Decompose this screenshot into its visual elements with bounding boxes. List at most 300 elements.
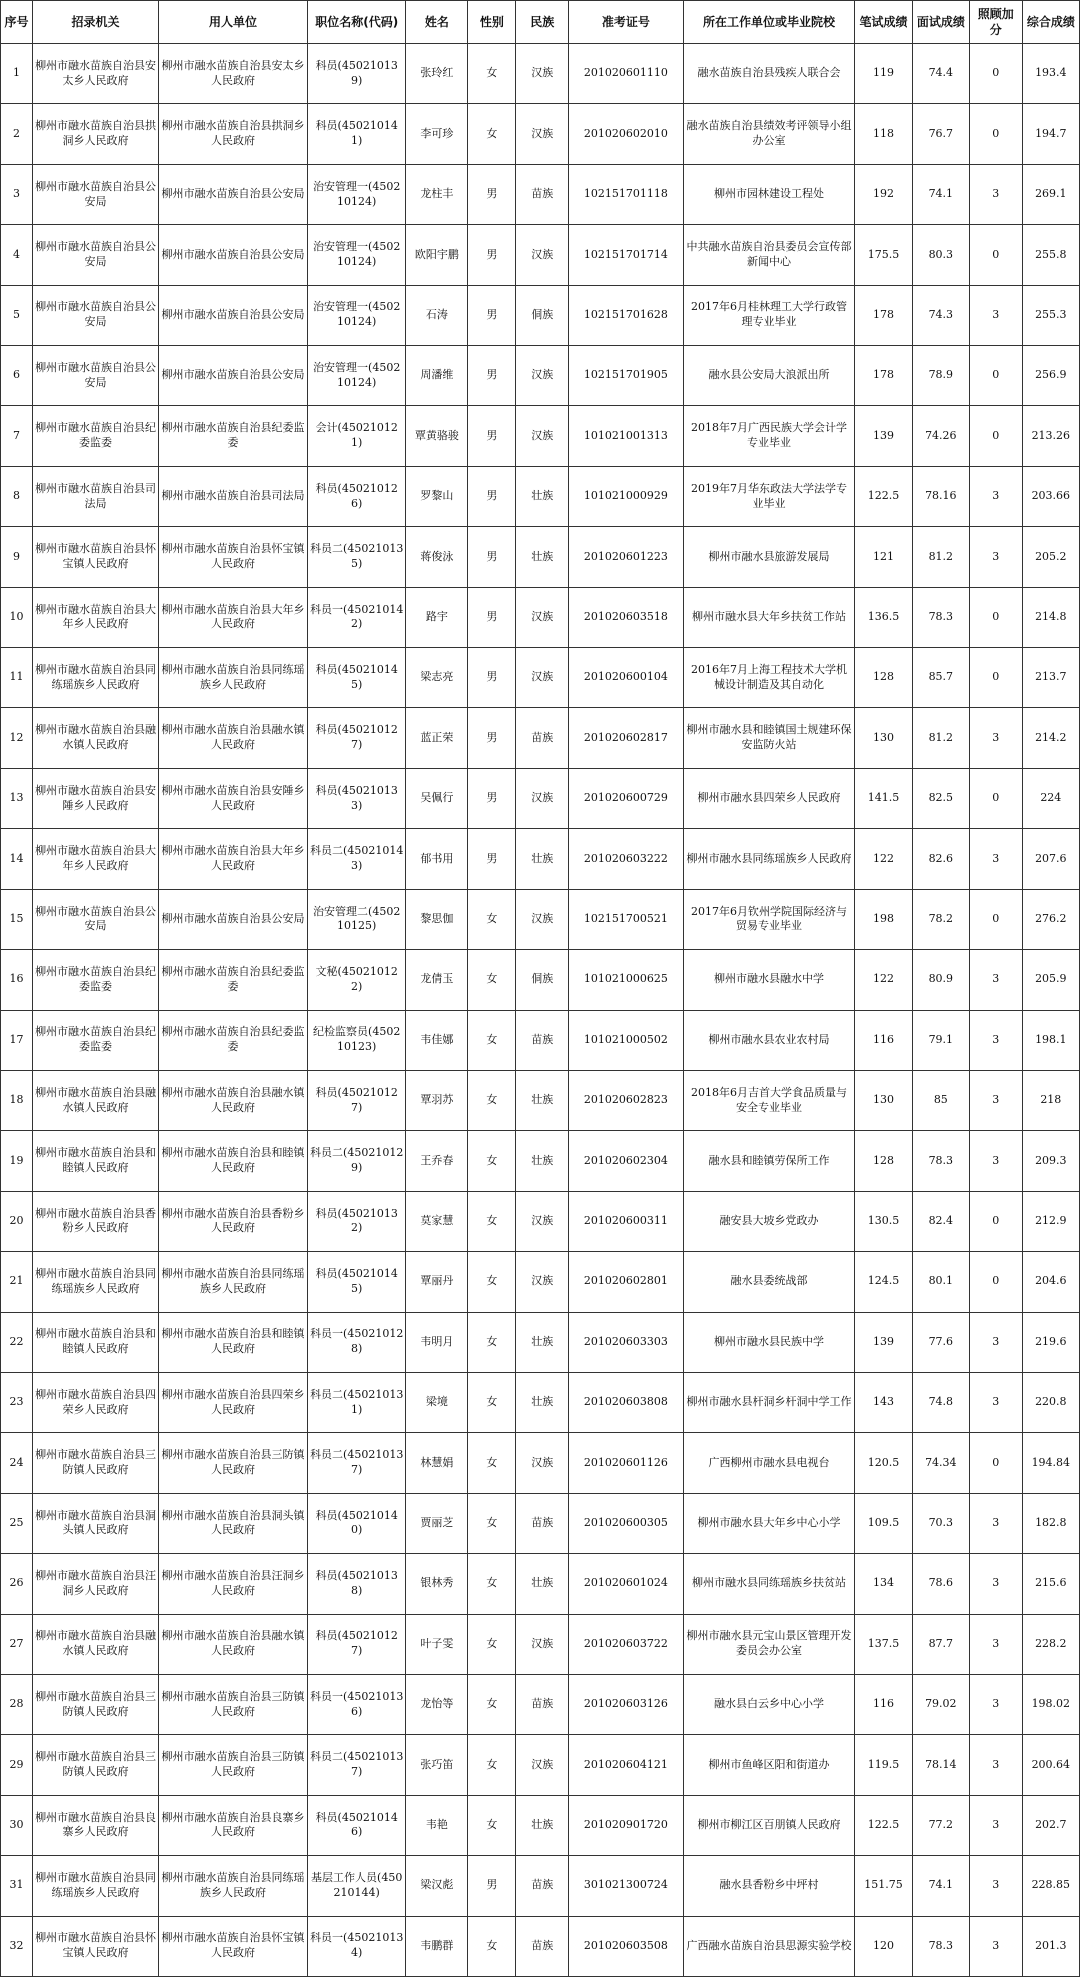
cell-bonus: 3 bbox=[969, 1674, 1022, 1734]
cell-seq: 26 bbox=[1, 1554, 33, 1614]
table-row bbox=[1, 285, 1080, 345]
cell-ethnicity: 壮族 bbox=[516, 829, 569, 889]
cell-recruiting-agency: 柳州市融水苗族自治县融水镇人民政府 bbox=[33, 708, 159, 768]
cell-interview-score: 77.2 bbox=[912, 1795, 969, 1855]
cell-bonus: 3 bbox=[969, 1614, 1022, 1674]
cell-gender: 男 bbox=[468, 406, 516, 466]
header-recruiting-agency: 招录机关 bbox=[33, 1, 159, 44]
table-row bbox=[1, 1433, 1080, 1493]
cell-recruiting-agency: 柳州市融水苗族自治县大年乡人民政府 bbox=[33, 829, 159, 889]
cell-position: 会计(450210121) bbox=[307, 406, 406, 466]
cell-bonus: 0 bbox=[969, 346, 1022, 406]
cell-written-score: 198 bbox=[855, 889, 912, 949]
cell-seq: 8 bbox=[1, 466, 33, 526]
cell-ethnicity: 苗族 bbox=[516, 1493, 569, 1553]
cell-written-score: 137.5 bbox=[855, 1614, 912, 1674]
cell-exam-id: 101021000625 bbox=[569, 950, 684, 1010]
cell-employer: 柳州市融水苗族自治县怀宝镇人民政府 bbox=[159, 527, 308, 587]
cell-gender: 女 bbox=[468, 1614, 516, 1674]
cell-recruiting-agency: 柳州市融水苗族自治县司法局 bbox=[33, 466, 159, 526]
cell-seq: 6 bbox=[1, 346, 33, 406]
table-row bbox=[1, 1735, 1080, 1795]
cell-gender: 女 bbox=[468, 1131, 516, 1191]
cell-bonus: 0 bbox=[969, 44, 1022, 104]
table-row bbox=[1, 1070, 1080, 1130]
header-bonus: 照顾加分 bbox=[969, 1, 1022, 44]
cell-exam-id: 201020602304 bbox=[569, 1131, 684, 1191]
cell-gender: 女 bbox=[468, 1735, 516, 1795]
cell-interview-score: 87.7 bbox=[912, 1614, 969, 1674]
cell-written-score: 122 bbox=[855, 950, 912, 1010]
cell-interview-score: 78.3 bbox=[912, 587, 969, 647]
cell-ethnicity: 汉族 bbox=[516, 44, 569, 104]
cell-employer: 柳州市融水苗族自治县和睦镇人民政府 bbox=[159, 1131, 308, 1191]
cell-bonus: 0 bbox=[969, 587, 1022, 647]
cell-work-unit: 2018年6月吉首大学食品质量与安全专业毕业 bbox=[683, 1070, 855, 1130]
cell-position: 科员(450210141) bbox=[307, 104, 406, 164]
cell-seq: 30 bbox=[1, 1795, 33, 1855]
cell-position: 科员(450210126) bbox=[307, 466, 406, 526]
cell-seq: 14 bbox=[1, 829, 33, 889]
cell-written-score: 134 bbox=[855, 1554, 912, 1614]
cell-work-unit: 柳州市融水县融水中学 bbox=[683, 950, 855, 1010]
cell-position: 科员(450210133) bbox=[307, 768, 406, 828]
cell-ethnicity: 壮族 bbox=[516, 1554, 569, 1614]
cell-recruiting-agency: 柳州市融水苗族自治县洞头镇人民政府 bbox=[33, 1493, 159, 1553]
cell-interview-score: 82.5 bbox=[912, 768, 969, 828]
cell-written-score: 119 bbox=[855, 44, 912, 104]
cell-total-score: 198.02 bbox=[1022, 1674, 1079, 1734]
cell-exam-id: 102151701628 bbox=[569, 285, 684, 345]
cell-bonus: 3 bbox=[969, 1372, 1022, 1432]
cell-work-unit: 2019年7月华东政法大学法学专业毕业 bbox=[683, 466, 855, 526]
cell-interview-score: 78.3 bbox=[912, 1131, 969, 1191]
cell-exam-id: 201020600311 bbox=[569, 1191, 684, 1251]
cell-work-unit: 融水县公安局大浪派出所 bbox=[683, 346, 855, 406]
cell-employer: 柳州市融水苗族自治县三防镇人民政府 bbox=[159, 1735, 308, 1795]
cell-interview-score: 74.34 bbox=[912, 1433, 969, 1493]
cell-interview-score: 74.4 bbox=[912, 44, 969, 104]
cell-position: 科员二(450210129) bbox=[307, 1131, 406, 1191]
cell-exam-id: 102151701714 bbox=[569, 225, 684, 285]
cell-ethnicity: 汉族 bbox=[516, 768, 569, 828]
cell-interview-score: 74.26 bbox=[912, 406, 969, 466]
cell-position: 科员(450210139) bbox=[307, 44, 406, 104]
header-name: 姓名 bbox=[406, 1, 468, 44]
cell-exam-id: 101021000929 bbox=[569, 466, 684, 526]
cell-written-score: 122.5 bbox=[855, 466, 912, 526]
cell-exam-id: 201020603508 bbox=[569, 1916, 684, 1976]
cell-employer: 柳州市融水苗族自治县司法局 bbox=[159, 466, 308, 526]
cell-gender: 女 bbox=[468, 1493, 516, 1553]
cell-written-score: 109.5 bbox=[855, 1493, 912, 1553]
cell-name: 韦鹏群 bbox=[406, 1916, 468, 1976]
cell-work-unit: 柳州市柳江区百朋镇人民政府 bbox=[683, 1795, 855, 1855]
cell-seq: 11 bbox=[1, 648, 33, 708]
cell-position: 科员一(450210136) bbox=[307, 1674, 406, 1734]
cell-seq: 12 bbox=[1, 708, 33, 768]
cell-employer: 柳州市融水苗族自治县大年乡人民政府 bbox=[159, 829, 308, 889]
cell-gender: 男 bbox=[468, 587, 516, 647]
table-row bbox=[1, 1010, 1080, 1070]
cell-bonus: 0 bbox=[969, 406, 1022, 466]
cell-work-unit: 柳州市融水县农业农村局 bbox=[683, 1010, 855, 1070]
cell-total-score: 194.7 bbox=[1022, 104, 1079, 164]
cell-recruiting-agency: 柳州市融水苗族自治县四荣乡人民政府 bbox=[33, 1372, 159, 1432]
cell-work-unit: 柳州市园林建设工程处 bbox=[683, 164, 855, 224]
cell-employer: 柳州市融水苗族自治县三防镇人民政府 bbox=[159, 1674, 308, 1734]
cell-employer: 柳州市融水苗族自治县和睦镇人民政府 bbox=[159, 1312, 308, 1372]
cell-name: 韦明月 bbox=[406, 1312, 468, 1372]
cell-gender: 女 bbox=[468, 1252, 516, 1312]
cell-bonus: 3 bbox=[969, 466, 1022, 526]
cell-name: 贾丽芝 bbox=[406, 1493, 468, 1553]
cell-total-score: 224 bbox=[1022, 768, 1079, 828]
table-row bbox=[1, 1372, 1080, 1432]
table-row bbox=[1, 1614, 1080, 1674]
cell-employer: 柳州市融水苗族自治县纪委监委 bbox=[159, 950, 308, 1010]
cell-position: 治安管理一(450210124) bbox=[307, 346, 406, 406]
cell-exam-id: 201020601223 bbox=[569, 527, 684, 587]
table-row bbox=[1, 889, 1080, 949]
table-row bbox=[1, 648, 1080, 708]
cell-recruiting-agency: 柳州市融水苗族自治县安太乡人民政府 bbox=[33, 44, 159, 104]
cell-seq: 5 bbox=[1, 285, 33, 345]
cell-gender: 女 bbox=[468, 1916, 516, 1976]
cell-recruiting-agency: 柳州市融水苗族自治县三防镇人民政府 bbox=[33, 1735, 159, 1795]
cell-employer: 柳州市融水苗族自治县公安局 bbox=[159, 225, 308, 285]
cell-written-score: 116 bbox=[855, 1674, 912, 1734]
cell-name: 李可珍 bbox=[406, 104, 468, 164]
cell-work-unit: 融水县委统战部 bbox=[683, 1252, 855, 1312]
table-row bbox=[1, 346, 1080, 406]
cell-total-score: 193.4 bbox=[1022, 44, 1079, 104]
cell-total-score: 220.8 bbox=[1022, 1372, 1079, 1432]
cell-written-score: 118 bbox=[855, 104, 912, 164]
cell-name: 欧阳宇鹏 bbox=[406, 225, 468, 285]
cell-seq: 29 bbox=[1, 1735, 33, 1795]
cell-employer: 柳州市融水苗族自治县公安局 bbox=[159, 889, 308, 949]
header-written-score: 笔试成绩 bbox=[855, 1, 912, 44]
cell-name: 王乔春 bbox=[406, 1131, 468, 1191]
cell-recruiting-agency: 柳州市融水苗族自治县良寨乡人民政府 bbox=[33, 1795, 159, 1855]
cell-seq: 16 bbox=[1, 950, 33, 1010]
cell-total-score: 205.2 bbox=[1022, 527, 1079, 587]
cell-total-score: 207.6 bbox=[1022, 829, 1079, 889]
cell-interview-score: 74.8 bbox=[912, 1372, 969, 1432]
cell-name: 韦佳娜 bbox=[406, 1010, 468, 1070]
cell-written-score: 175.5 bbox=[855, 225, 912, 285]
cell-position: 科员一(450210142) bbox=[307, 587, 406, 647]
cell-gender: 女 bbox=[468, 1433, 516, 1493]
cell-recruiting-agency: 柳州市融水苗族自治县纪委监委 bbox=[33, 950, 159, 1010]
cell-name: 龙柱丰 bbox=[406, 164, 468, 224]
cell-ethnicity: 壮族 bbox=[516, 1070, 569, 1130]
cell-exam-id: 201020602010 bbox=[569, 104, 684, 164]
cell-ethnicity: 壮族 bbox=[516, 466, 569, 526]
cell-employer: 柳州市融水苗族自治县纪委监委 bbox=[159, 406, 308, 466]
cell-interview-score: 82.4 bbox=[912, 1191, 969, 1251]
cell-name: 龙怡等 bbox=[406, 1674, 468, 1734]
cell-written-score: 122 bbox=[855, 829, 912, 889]
cell-written-score: 192 bbox=[855, 164, 912, 224]
cell-employer: 柳州市融水苗族自治县洞头镇人民政府 bbox=[159, 1493, 308, 1553]
cell-gender: 男 bbox=[468, 164, 516, 224]
cell-work-unit: 融水县香粉乡中坪村 bbox=[683, 1856, 855, 1916]
cell-work-unit: 柳州市融水县元宝山景区管理开发委员会办公室 bbox=[683, 1614, 855, 1674]
cell-ethnicity: 汉族 bbox=[516, 587, 569, 647]
cell-gender: 男 bbox=[468, 527, 516, 587]
cell-work-unit: 融水县白云乡中心小学 bbox=[683, 1674, 855, 1734]
cell-interview-score: 78.3 bbox=[912, 1916, 969, 1976]
cell-interview-score: 80.1 bbox=[912, 1252, 969, 1312]
cell-name: 银林秀 bbox=[406, 1554, 468, 1614]
cell-total-score: 269.1 bbox=[1022, 164, 1079, 224]
cell-seq: 25 bbox=[1, 1493, 33, 1553]
cell-work-unit: 2018年7月广西民族大学会计学专业毕业 bbox=[683, 406, 855, 466]
cell-work-unit: 2016年7月上海工程技术大学机械设计制造及其自动化 bbox=[683, 648, 855, 708]
cell-gender: 女 bbox=[468, 1554, 516, 1614]
cell-name: 周潘维 bbox=[406, 346, 468, 406]
table-row bbox=[1, 1554, 1080, 1614]
cell-recruiting-agency: 柳州市融水苗族自治县和睦镇人民政府 bbox=[33, 1312, 159, 1372]
cell-name: 路宇 bbox=[406, 587, 468, 647]
cell-ethnicity: 汉族 bbox=[516, 104, 569, 164]
header-exam-id: 准考证号 bbox=[569, 1, 684, 44]
cell-exam-id: 201020603722 bbox=[569, 1614, 684, 1674]
cell-name: 莫家慧 bbox=[406, 1191, 468, 1251]
cell-bonus: 3 bbox=[969, 1010, 1022, 1070]
cell-seq: 15 bbox=[1, 889, 33, 949]
cell-name: 韦艳 bbox=[406, 1795, 468, 1855]
cell-written-score: 116 bbox=[855, 1010, 912, 1070]
table-row bbox=[1, 1856, 1080, 1916]
cell-name: 蓝正荣 bbox=[406, 708, 468, 768]
cell-position: 科员(450210146) bbox=[307, 1795, 406, 1855]
cell-gender: 女 bbox=[468, 1070, 516, 1130]
table-row bbox=[1, 466, 1080, 526]
cell-seq: 24 bbox=[1, 1433, 33, 1493]
cell-name: 叶子雯 bbox=[406, 1614, 468, 1674]
cell-name: 黎思伽 bbox=[406, 889, 468, 949]
cell-position: 科员(450210132) bbox=[307, 1191, 406, 1251]
cell-written-score: 119.5 bbox=[855, 1735, 912, 1795]
cell-gender: 女 bbox=[468, 1795, 516, 1855]
cell-bonus: 3 bbox=[969, 1795, 1022, 1855]
table-row bbox=[1, 1795, 1080, 1855]
header-position: 职位名称(代码) bbox=[307, 1, 406, 44]
cell-position: 科员(450210140) bbox=[307, 1493, 406, 1553]
cell-ethnicity: 苗族 bbox=[516, 1010, 569, 1070]
cell-seq: 31 bbox=[1, 1856, 33, 1916]
cell-written-score: 122.5 bbox=[855, 1795, 912, 1855]
cell-position: 科员一(450210128) bbox=[307, 1312, 406, 1372]
cell-recruiting-agency: 柳州市融水苗族自治县汪洞乡人民政府 bbox=[33, 1554, 159, 1614]
cell-exam-id: 201020602801 bbox=[569, 1252, 684, 1312]
cell-ethnicity: 汉族 bbox=[516, 1433, 569, 1493]
cell-interview-score: 77.6 bbox=[912, 1312, 969, 1372]
cell-work-unit: 中共融水苗族自治县委员会宣传部新闻中心 bbox=[683, 225, 855, 285]
cell-work-unit: 柳州市融水县大年乡中心小学 bbox=[683, 1493, 855, 1553]
cell-bonus: 3 bbox=[969, 1070, 1022, 1130]
cell-recruiting-agency: 柳州市融水苗族自治县三防镇人民政府 bbox=[33, 1674, 159, 1734]
cell-bonus: 0 bbox=[969, 889, 1022, 949]
cell-name: 覃羽苏 bbox=[406, 1070, 468, 1130]
cell-name: 张巧笛 bbox=[406, 1735, 468, 1795]
cell-interview-score: 78.14 bbox=[912, 1735, 969, 1795]
cell-seq: 7 bbox=[1, 406, 33, 466]
cell-bonus: 0 bbox=[969, 225, 1022, 285]
cell-gender: 女 bbox=[468, 950, 516, 1010]
cell-work-unit: 融水苗族自治县绩效考评领导小组办公室 bbox=[683, 104, 855, 164]
cell-name: 石涛 bbox=[406, 285, 468, 345]
cell-ethnicity: 汉族 bbox=[516, 1191, 569, 1251]
table-row bbox=[1, 1312, 1080, 1372]
cell-name: 张玲红 bbox=[406, 44, 468, 104]
cell-ethnicity: 壮族 bbox=[516, 1131, 569, 1191]
cell-employer: 柳州市融水苗族自治县同练瑶族乡人民政府 bbox=[159, 1252, 308, 1312]
cell-name: 梁境 bbox=[406, 1372, 468, 1432]
cell-employer: 柳州市融水苗族自治县同练瑶族乡人民政府 bbox=[159, 648, 308, 708]
table-row bbox=[1, 1252, 1080, 1312]
cell-bonus: 0 bbox=[969, 648, 1022, 708]
cell-name: 林慧娟 bbox=[406, 1433, 468, 1493]
cell-name: 蒋俊泳 bbox=[406, 527, 468, 587]
cell-total-score: 256.9 bbox=[1022, 346, 1079, 406]
cell-ethnicity: 苗族 bbox=[516, 164, 569, 224]
cell-employer: 柳州市融水苗族自治县拱洞乡人民政府 bbox=[159, 104, 308, 164]
cell-interview-score: 78.2 bbox=[912, 889, 969, 949]
cell-seq: 27 bbox=[1, 1614, 33, 1674]
cell-exam-id: 201020600104 bbox=[569, 648, 684, 708]
cell-employer: 柳州市融水苗族自治县融水镇人民政府 bbox=[159, 1614, 308, 1674]
cell-gender: 女 bbox=[468, 1191, 516, 1251]
cell-recruiting-agency: 柳州市融水苗族自治县公安局 bbox=[33, 164, 159, 224]
cell-bonus: 3 bbox=[969, 1131, 1022, 1191]
cell-bonus: 0 bbox=[969, 104, 1022, 164]
cell-interview-score: 79.02 bbox=[912, 1674, 969, 1734]
cell-interview-score: 74.1 bbox=[912, 164, 969, 224]
cell-interview-score: 82.6 bbox=[912, 829, 969, 889]
table-row bbox=[1, 1131, 1080, 1191]
cell-total-score: 194.84 bbox=[1022, 1433, 1079, 1493]
table-row bbox=[1, 950, 1080, 1010]
cell-recruiting-agency: 柳州市融水苗族自治县香粉乡人民政府 bbox=[33, 1191, 159, 1251]
cell-position: 科员(450210127) bbox=[307, 1070, 406, 1130]
cell-position: 科员(450210127) bbox=[307, 1614, 406, 1674]
cell-seq: 20 bbox=[1, 1191, 33, 1251]
cell-bonus: 3 bbox=[969, 708, 1022, 768]
cell-total-score: 200.64 bbox=[1022, 1735, 1079, 1795]
cell-position: 科员二(450210131) bbox=[307, 1372, 406, 1432]
cell-exam-id: 201020604121 bbox=[569, 1735, 684, 1795]
table-body bbox=[1, 44, 1080, 1977]
cell-interview-score: 85.7 bbox=[912, 648, 969, 708]
cell-position: 纪检监察员(450210123) bbox=[307, 1010, 406, 1070]
table-row bbox=[1, 587, 1080, 647]
cell-written-score: 128 bbox=[855, 648, 912, 708]
cell-bonus: 3 bbox=[969, 950, 1022, 1010]
cell-ethnicity: 壮族 bbox=[516, 1312, 569, 1372]
cell-bonus: 0 bbox=[969, 1252, 1022, 1312]
cell-bonus: 3 bbox=[969, 1735, 1022, 1795]
table-row bbox=[1, 225, 1080, 285]
cell-work-unit: 2017年6月桂林理工大学行政管理专业毕业 bbox=[683, 285, 855, 345]
cell-employer: 柳州市融水苗族自治县三防镇人民政府 bbox=[159, 1433, 308, 1493]
cell-work-unit: 融水苗族自治县残疾人联合会 bbox=[683, 44, 855, 104]
cell-exam-id: 201020602817 bbox=[569, 708, 684, 768]
cell-ethnicity: 苗族 bbox=[516, 1916, 569, 1976]
cell-written-score: 130 bbox=[855, 708, 912, 768]
cell-recruiting-agency: 柳州市融水苗族自治县公安局 bbox=[33, 285, 159, 345]
cell-recruiting-agency: 柳州市融水苗族自治县怀宝镇人民政府 bbox=[33, 527, 159, 587]
cell-recruiting-agency: 柳州市融水苗族自治县融水镇人民政府 bbox=[33, 1614, 159, 1674]
header-total-score: 综合成绩 bbox=[1022, 1, 1079, 44]
cell-work-unit: 柳州市融水县同练瑶族乡人民政府 bbox=[683, 829, 855, 889]
header-seq: 序号 bbox=[1, 1, 33, 44]
header-work-unit: 所在工作单位或毕业院校 bbox=[683, 1, 855, 44]
cell-gender: 男 bbox=[468, 829, 516, 889]
cell-interview-score: 78.16 bbox=[912, 466, 969, 526]
cell-written-score: 143 bbox=[855, 1372, 912, 1432]
cell-recruiting-agency: 柳州市融水苗族自治县怀宝镇人民政府 bbox=[33, 1916, 159, 1976]
cell-recruiting-agency: 柳州市融水苗族自治县同练瑶族乡人民政府 bbox=[33, 1856, 159, 1916]
cell-total-score: 255.8 bbox=[1022, 225, 1079, 285]
cell-recruiting-agency: 柳州市融水苗族自治县同练瑶族乡人民政府 bbox=[33, 1252, 159, 1312]
cell-exam-id: 201020602823 bbox=[569, 1070, 684, 1130]
cell-interview-score: 80.9 bbox=[912, 950, 969, 1010]
table-row bbox=[1, 104, 1080, 164]
header-row bbox=[1, 1, 1080, 44]
cell-exam-id: 201020901720 bbox=[569, 1795, 684, 1855]
table-row bbox=[1, 1191, 1080, 1251]
cell-name: 龙倩玉 bbox=[406, 950, 468, 1010]
cell-total-score: 198.1 bbox=[1022, 1010, 1079, 1070]
cell-position: 治安管理二(450210125) bbox=[307, 889, 406, 949]
cell-written-score: 121 bbox=[855, 527, 912, 587]
cell-seq: 10 bbox=[1, 587, 33, 647]
cell-seq: 22 bbox=[1, 1312, 33, 1372]
cell-total-score: 228.85 bbox=[1022, 1856, 1079, 1916]
cell-recruiting-agency: 柳州市融水苗族自治县融水镇人民政府 bbox=[33, 1070, 159, 1130]
cell-exam-id: 201020603303 bbox=[569, 1312, 684, 1372]
cell-recruiting-agency: 柳州市融水苗族自治县纪委监委 bbox=[33, 406, 159, 466]
cell-exam-id: 102151700521 bbox=[569, 889, 684, 949]
cell-interview-score: 81.2 bbox=[912, 708, 969, 768]
cell-interview-score: 79.1 bbox=[912, 1010, 969, 1070]
cell-recruiting-agency: 柳州市融水苗族自治县三防镇人民政府 bbox=[33, 1433, 159, 1493]
cell-written-score: 139 bbox=[855, 406, 912, 466]
cell-bonus: 3 bbox=[969, 285, 1022, 345]
cell-interview-score: 80.3 bbox=[912, 225, 969, 285]
cell-employer: 柳州市融水苗族自治县大年乡人民政府 bbox=[159, 587, 308, 647]
cell-work-unit: 融安县大坡乡党政办 bbox=[683, 1191, 855, 1251]
cell-total-score: 214.8 bbox=[1022, 587, 1079, 647]
cell-written-score: 178 bbox=[855, 285, 912, 345]
cell-ethnicity: 汉族 bbox=[516, 225, 569, 285]
cell-ethnicity: 侗族 bbox=[516, 285, 569, 345]
cell-bonus: 3 bbox=[969, 1856, 1022, 1916]
cell-employer: 柳州市融水苗族自治县融水镇人民政府 bbox=[159, 1070, 308, 1130]
cell-ethnicity: 苗族 bbox=[516, 708, 569, 768]
cell-name: 梁汉彪 bbox=[406, 1856, 468, 1916]
cell-employer: 柳州市融水苗族自治县同练瑶族乡人民政府 bbox=[159, 1856, 308, 1916]
cell-gender: 女 bbox=[468, 1674, 516, 1734]
table-row bbox=[1, 708, 1080, 768]
cell-name: 梁志亮 bbox=[406, 648, 468, 708]
cell-employer: 柳州市融水苗族自治县公安局 bbox=[159, 164, 308, 224]
cell-employer: 柳州市融水苗族自治县怀宝镇人民政府 bbox=[159, 1916, 308, 1976]
